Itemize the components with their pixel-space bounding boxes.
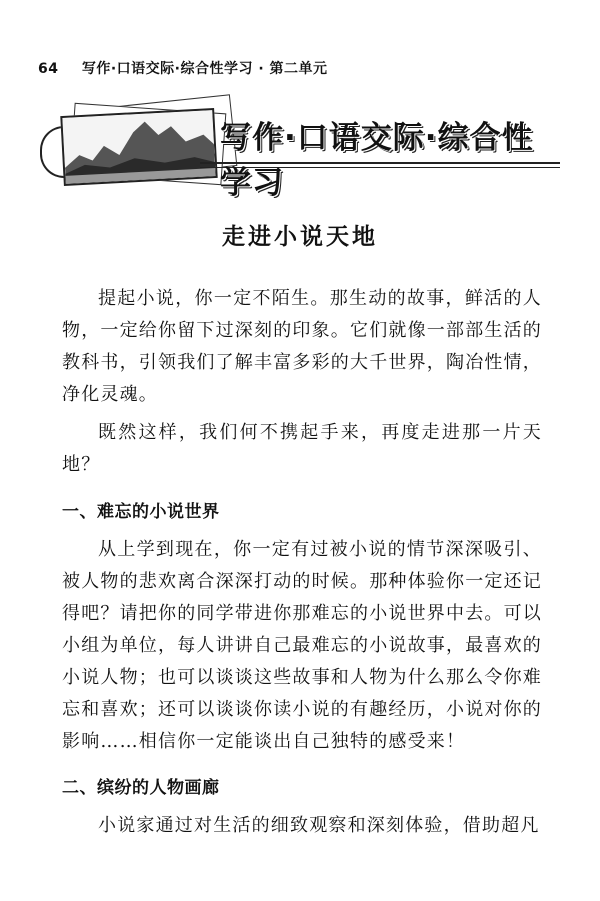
article-title: 走进小说天地 xyxy=(222,224,378,250)
banner-title: 写作·口语交际·综合性学习 xyxy=(220,120,534,201)
page-header xyxy=(38,58,328,78)
section-banner xyxy=(40,92,560,202)
section-1 xyxy=(62,496,542,764)
mountain-landscape-icon xyxy=(62,110,215,184)
section-paragraph: 小说家通过对生活的细致观察和深刻体验，借助超凡 xyxy=(98,815,540,836)
section-paragraph: 从上学到现在，你一定有过被小说的情节深深吸引、被人物的悲欢离合深深打动的时候。那种体验你一定还记得吧？请把你的同学带进你那难忘的小说世界中去。可以小组为单位，每人讲讲自己最难忘的小说故事，最喜欢的小说人物；也可以谈谈这些故事和人物为什么那么令你难忘和喜欢；还可以谈谈你读小说的有趣经历，小说对你的影响……相信你一定能谈出自己独特的感受来！ xyxy=(62,539,542,752)
landscape-photo xyxy=(60,108,217,186)
running-title: 写作·口语交际·综合性学习 · 第二单元 xyxy=(81,61,328,77)
page-number: 64 xyxy=(38,61,59,77)
section-2 xyxy=(62,772,542,848)
section-heading: 二、缤纷的人物画廊 xyxy=(62,778,220,798)
section-heading: 一、难忘的小说世界 xyxy=(62,502,220,522)
intro-block xyxy=(62,283,542,487)
intro-paragraph: 提起小说，你一定不陌生。那生动的故事，鲜活的人物，一定给你留下过深刻的印象。它们就像一部部生活的教科书，引领我们了解丰富多彩的大千世界，陶冶性情，净化灵魂。 xyxy=(62,288,542,405)
intro-paragraph: 既然这样，我们何不携起手来，再度走进那一片天地？ xyxy=(62,422,542,475)
